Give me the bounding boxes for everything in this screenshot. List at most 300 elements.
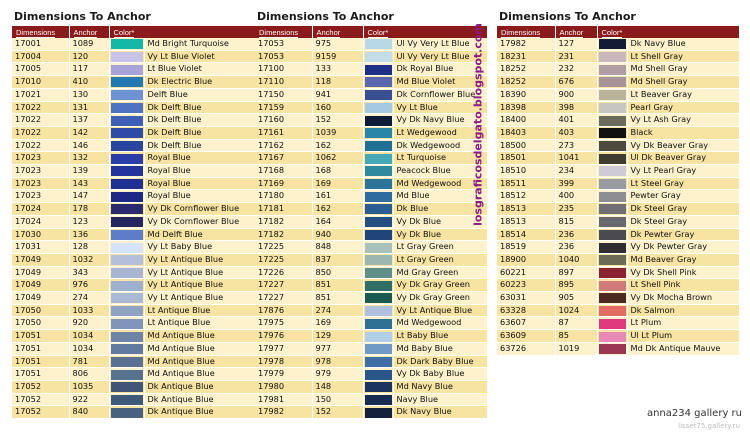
color-swatch <box>111 230 143 240</box>
table-row <box>497 304 739 317</box>
dimensions-code: 63726 <box>497 342 555 355</box>
table-row <box>255 266 487 279</box>
table-row <box>497 101 739 114</box>
dimensions-code: 17050 <box>12 317 69 330</box>
color-name: Dk Antique Blue <box>144 406 255 419</box>
dimensions-code: 17050 <box>12 304 69 317</box>
color-swatch-cell <box>363 342 393 355</box>
color-swatch <box>599 39 626 49</box>
color-swatch <box>111 357 143 367</box>
dimensions-code: 17159 <box>255 101 312 114</box>
dimensions-code: 63328 <box>497 304 555 317</box>
color-swatch <box>111 281 143 291</box>
col-dimensions[interactable]: Dimensions <box>12 26 69 38</box>
anchor-code: 1033 <box>69 304 109 317</box>
dimensions-code: 17181 <box>255 203 312 216</box>
dimensions-code: 17110 <box>255 76 312 89</box>
color-swatch-cell <box>109 126 144 139</box>
color-swatch <box>599 281 626 291</box>
dimensions-code: 60221 <box>497 266 555 279</box>
table-row <box>497 279 739 292</box>
anchor-code: 920 <box>69 317 109 330</box>
color-swatch <box>365 243 392 253</box>
color-swatch-cell <box>109 177 144 190</box>
color-swatch-cell <box>363 330 393 343</box>
table-row <box>497 317 739 330</box>
dimensions-code: 18500 <box>497 139 555 152</box>
dimensions-code: 63609 <box>497 330 555 343</box>
anchor-code: 236 <box>555 241 597 254</box>
color-name: Dk Steel Gray <box>627 215 739 228</box>
panel-title: Dimensions To Anchor <box>499 10 636 23</box>
color-name: Royal Blue <box>144 165 255 178</box>
color-swatch <box>111 382 143 392</box>
color-swatch <box>365 128 392 138</box>
chart-table <box>12 26 256 419</box>
table-row <box>255 38 487 50</box>
table-row <box>497 63 739 76</box>
dimensions-code: 63031 <box>497 292 555 305</box>
anchor-code: 9159 <box>312 50 363 63</box>
color-swatch-cell <box>597 152 627 165</box>
color-swatch <box>365 382 392 392</box>
anchor-code: 118 <box>312 76 363 89</box>
anchor-code: 123 <box>69 215 109 228</box>
col-anchor[interactable]: Anchor <box>312 26 363 38</box>
color-name: Lt Plum <box>627 317 739 330</box>
anchor-code: 815 <box>555 215 597 228</box>
anchor-code: 1019 <box>555 342 597 355</box>
anchor-code: 146 <box>69 139 109 152</box>
color-name: Vy Lt Pearl Gray <box>627 165 739 178</box>
color-swatch <box>365 370 392 380</box>
table-row <box>497 292 739 305</box>
color-name: Lt Antique Blue <box>144 317 255 330</box>
anchor-code: 850 <box>312 266 363 279</box>
dimensions-code: 17023 <box>12 152 69 165</box>
color-swatch-cell <box>363 292 393 305</box>
anchor-code: 976 <box>69 279 109 292</box>
chart-table <box>255 26 488 419</box>
anchor-code: 1024 <box>555 304 597 317</box>
anchor-code: 273 <box>555 139 597 152</box>
color-swatch <box>111 395 143 405</box>
dimensions-code: 18252 <box>497 76 555 89</box>
table-row <box>255 203 487 216</box>
color-swatch <box>365 90 392 100</box>
color-name: Vy Lt Antique Blue <box>393 304 487 317</box>
dimensions-code: 17167 <box>255 152 312 165</box>
anchor-code: 979 <box>312 368 363 381</box>
color-name: Peacock Blue <box>393 165 487 178</box>
dimensions-code: 17023 <box>12 165 69 178</box>
table-row <box>497 177 739 190</box>
anchor-code: 1089 <box>69 38 109 50</box>
table-row <box>12 203 255 216</box>
anchor-code: 152 <box>312 114 363 127</box>
color-name: Vy Lt Blue Violet <box>144 50 255 63</box>
anchor-code: 975 <box>312 38 363 50</box>
dimensions-code: 17005 <box>12 63 69 76</box>
dimensions-code: 17049 <box>12 266 69 279</box>
color-swatch-cell <box>363 228 393 241</box>
color-swatch <box>111 103 143 113</box>
anchor-code: 274 <box>69 292 109 305</box>
color-swatch <box>599 116 626 126</box>
color-swatch <box>111 370 143 380</box>
color-swatch-cell <box>109 342 144 355</box>
table-row <box>497 342 739 355</box>
color-swatch <box>111 154 143 164</box>
color-name: Vy Dk Baby Blue <box>393 368 487 381</box>
color-name: Md Blue Violet <box>393 76 487 89</box>
anchor-code: 147 <box>69 190 109 203</box>
color-swatch <box>599 344 626 354</box>
dimensions-code: 18511 <box>497 177 555 190</box>
dimensions-code: 17225 <box>255 241 312 254</box>
color-name: Dk Dark Baby Blue <box>393 355 487 368</box>
color-swatch-cell <box>109 215 144 228</box>
color-swatch <box>599 179 626 189</box>
anchor-code: 676 <box>555 76 597 89</box>
color-swatch <box>365 116 392 126</box>
color-swatch-cell <box>597 292 627 305</box>
table-row <box>12 50 255 63</box>
color-swatch-cell <box>363 165 393 178</box>
panel-title: Dimensions To Anchor <box>14 10 151 23</box>
color-swatch <box>365 179 392 189</box>
col-color[interactable]: Color* <box>363 26 487 38</box>
color-swatch-cell <box>109 279 144 292</box>
color-swatch <box>365 268 392 278</box>
anchor-code: 895 <box>555 279 597 292</box>
table-row <box>255 76 487 89</box>
color-name: Ul Dk Beaver Gray <box>627 152 739 165</box>
anchor-code: 806 <box>69 368 109 381</box>
color-name: Lt Shell Pink <box>627 279 739 292</box>
anchor-code: 1041 <box>555 152 597 165</box>
color-swatch-cell <box>597 126 627 139</box>
table-row <box>255 342 487 355</box>
dimensions-code: 17051 <box>12 368 69 381</box>
table-row <box>255 139 487 152</box>
color-name: Dk Cornflower Blue <box>393 88 487 101</box>
dimensions-code: 17180 <box>255 190 312 203</box>
table-row <box>255 292 487 305</box>
color-name: Md Antique Blue <box>144 330 255 343</box>
blog-url-text[interactable]: losgraficosdelgato.blogspot.com <box>471 23 485 226</box>
anchor-code: 85 <box>555 330 597 343</box>
color-swatch-cell <box>597 177 627 190</box>
col-anchor[interactable]: Anchor <box>69 26 109 38</box>
table-row <box>12 355 255 368</box>
color-swatch <box>599 230 626 240</box>
color-swatch <box>365 39 392 49</box>
color-swatch <box>599 268 626 278</box>
color-swatch <box>111 90 143 100</box>
anchor-code: 142 <box>69 126 109 139</box>
col-color[interactable]: Color* <box>597 26 739 38</box>
color-swatch-cell <box>109 292 144 305</box>
table-row <box>255 393 487 406</box>
anchor-code: 1039 <box>312 126 363 139</box>
dimensions-code: 17876 <box>255 304 312 317</box>
color-swatch <box>599 166 626 176</box>
color-name: Lt Gray Green <box>393 253 487 266</box>
color-name: Lt Baby Blue <box>393 330 487 343</box>
color-name: Vy Dk Cornflower Blue <box>144 215 255 228</box>
color-swatch <box>111 128 143 138</box>
color-name: Lt Steel Gray <box>627 177 739 190</box>
color-swatch-cell <box>597 38 627 50</box>
color-swatch-cell <box>597 114 627 127</box>
color-swatch-cell <box>109 228 144 241</box>
color-swatch-cell <box>363 215 393 228</box>
color-swatch-cell <box>363 380 393 393</box>
dimensions-code: 17023 <box>12 190 69 203</box>
anchor-code: 343 <box>69 266 109 279</box>
color-swatch-cell <box>109 266 144 279</box>
table-row <box>497 165 739 178</box>
dimensions-code: 17982 <box>497 38 555 50</box>
anchor-code: 941 <box>312 88 363 101</box>
dimensions-code: 17982 <box>255 406 312 419</box>
color-swatch <box>599 128 626 138</box>
table-row <box>12 126 255 139</box>
anchor-code: 137 <box>69 114 109 127</box>
anchor-code: 136 <box>69 228 109 241</box>
anchor-code: 1034 <box>69 342 109 355</box>
color-swatch-cell <box>597 101 627 114</box>
color-swatch-cell <box>597 241 627 254</box>
dimensions-code: 18252 <box>497 63 555 76</box>
color-swatch-cell <box>109 317 144 330</box>
table-row <box>497 241 739 254</box>
color-swatch-cell <box>363 253 393 266</box>
dimensions-code: 17161 <box>255 126 312 139</box>
color-swatch <box>111 293 143 303</box>
color-swatch <box>599 90 626 100</box>
anchor-code: 161 <box>312 190 363 203</box>
table-row <box>255 253 487 266</box>
color-name: Md Dk Antique Mauve <box>627 342 739 355</box>
anchor-code: 120 <box>69 50 109 63</box>
color-name: Dk Delft Blue <box>144 114 255 127</box>
dimensions-code: 17976 <box>255 330 312 343</box>
anchor-code: 164 <box>312 215 363 228</box>
color-name: Md Beaver Gray <box>627 253 739 266</box>
dimensions-code: 17226 <box>255 266 312 279</box>
color-swatch <box>365 52 392 62</box>
color-swatch <box>111 192 143 202</box>
anchor-code: 236 <box>555 228 597 241</box>
dimensions-code: 17023 <box>12 177 69 190</box>
table-row <box>12 292 255 305</box>
table-row <box>12 63 255 76</box>
color-swatch-cell <box>109 38 144 50</box>
color-name: Dk Delft Blue <box>144 126 255 139</box>
table-row <box>497 50 739 63</box>
anchor-code: 940 <box>312 228 363 241</box>
anchor-code: 117 <box>69 63 109 76</box>
anchor-code: 1040 <box>555 253 597 266</box>
color-name: Md Shell Gray <box>627 76 739 89</box>
color-name: Vy Dk Shell Pink <box>627 266 739 279</box>
color-swatch <box>365 141 392 151</box>
panel-title: Dimensions To Anchor <box>257 10 394 23</box>
col-dimensions[interactable]: Dimensions <box>497 26 555 38</box>
table-row <box>255 317 487 330</box>
anchor-code: 152 <box>312 406 363 419</box>
table-row <box>497 152 739 165</box>
anchor-code: 978 <box>312 355 363 368</box>
color-name: Vy Lt Ash Gray <box>627 114 739 127</box>
anchor-code: 922 <box>69 393 109 406</box>
table-row <box>497 215 739 228</box>
chart-table <box>497 26 740 356</box>
table-row <box>255 177 487 190</box>
table-row <box>12 190 255 203</box>
dimensions-code: 17051 <box>12 342 69 355</box>
color-swatch-cell <box>109 88 144 101</box>
panel-1 <box>12 0 256 419</box>
dimensions-code: 17227 <box>255 279 312 292</box>
color-swatch <box>599 293 626 303</box>
color-swatch <box>599 192 626 202</box>
color-name: Ul Vy Very Lt Blue <box>393 38 487 50</box>
color-name: Vy Dk Gray Green <box>393 292 487 305</box>
table-row <box>255 355 487 368</box>
table-row <box>255 165 487 178</box>
dimensions-code: 18390 <box>497 88 555 101</box>
table-row <box>497 190 739 203</box>
color-swatch-cell <box>363 190 393 203</box>
color-swatch <box>111 268 143 278</box>
color-swatch-cell <box>109 406 144 419</box>
dimensions-code: 17030 <box>12 228 69 241</box>
anchor-code: 840 <box>69 406 109 419</box>
col-dimensions[interactable]: Dimensions <box>255 26 312 38</box>
table-row <box>255 190 487 203</box>
anchor-code: 231 <box>555 50 597 63</box>
dimensions-code: 18510 <box>497 165 555 178</box>
color-swatch-cell <box>597 228 627 241</box>
color-name: Dk Delft Blue <box>144 101 255 114</box>
anchor-code: 232 <box>555 63 597 76</box>
dimensions-code: 17052 <box>12 380 69 393</box>
color-swatch-cell <box>363 101 393 114</box>
color-swatch <box>111 204 143 214</box>
color-swatch <box>599 77 626 87</box>
color-swatch-cell <box>363 355 393 368</box>
table-row <box>12 330 255 343</box>
color-swatch <box>599 141 626 151</box>
table-row <box>255 101 487 114</box>
color-name: Vy Dk Blue <box>393 215 487 228</box>
table-row <box>497 114 739 127</box>
color-swatch <box>365 103 392 113</box>
color-name: Lt Wedgewood <box>393 126 487 139</box>
color-name: Lt Beaver Gray <box>627 88 739 101</box>
color-swatch-cell <box>109 190 144 203</box>
dimensions-code: 17052 <box>12 406 69 419</box>
col-color[interactable]: Color* <box>109 26 255 38</box>
color-swatch-cell <box>109 241 144 254</box>
color-name: Vy Lt Antique Blue <box>144 253 255 266</box>
col-anchor[interactable]: Anchor <box>555 26 597 38</box>
color-name: Dk Pewter Gray <box>627 228 739 241</box>
color-name: Vy Lt Baby Blue <box>144 241 255 254</box>
color-name: Md Blue <box>393 190 487 203</box>
table-row <box>497 330 739 343</box>
table-row <box>255 215 487 228</box>
dimensions-code: 17051 <box>12 355 69 368</box>
color-name: Md Navy Blue <box>393 380 487 393</box>
anchor-code: 837 <box>312 253 363 266</box>
color-swatch-cell <box>597 190 627 203</box>
color-swatch <box>111 319 143 329</box>
panel-3 <box>497 0 740 356</box>
color-swatch-cell <box>363 76 393 89</box>
dimensions-code: 60223 <box>497 279 555 292</box>
color-name: Md Gray Green <box>393 266 487 279</box>
table-row <box>12 101 255 114</box>
anchor-code: 1034 <box>69 330 109 343</box>
table-row <box>497 139 739 152</box>
color-name: Royal Blue <box>144 152 255 165</box>
dimensions-code: 18398 <box>497 101 555 114</box>
table-row <box>255 241 487 254</box>
table-row <box>12 152 255 165</box>
color-swatch-cell <box>109 253 144 266</box>
table-row <box>12 380 255 393</box>
color-swatch <box>365 281 392 291</box>
dimensions-code: 17182 <box>255 228 312 241</box>
anchor-code: 150 <box>312 393 363 406</box>
color-swatch <box>365 192 392 202</box>
color-swatch-cell <box>109 393 144 406</box>
table-row <box>12 279 255 292</box>
color-swatch <box>365 230 392 240</box>
color-name: Md Antique Blue <box>144 342 255 355</box>
color-name: Royal Blue <box>144 190 255 203</box>
color-name: Dk Navy Blue <box>627 38 739 50</box>
dimensions-code: 63607 <box>497 317 555 330</box>
color-name: Vy Lt Antique Blue <box>144 292 255 305</box>
table-row <box>12 177 255 190</box>
color-swatch <box>599 217 626 227</box>
color-name: Ul Vy Very Lt Blue <box>393 50 487 63</box>
color-swatch <box>365 154 392 164</box>
color-swatch <box>365 319 392 329</box>
color-name: Dk Navy Blue <box>393 406 487 419</box>
table-row <box>12 139 255 152</box>
color-swatch <box>111 166 143 176</box>
color-swatch <box>111 217 143 227</box>
table-row <box>12 241 255 254</box>
color-swatch-cell <box>363 203 393 216</box>
color-name: Lt Blue Violet <box>144 63 255 76</box>
dimensions-code: 17227 <box>255 292 312 305</box>
color-name: Ul Lt Plum <box>627 330 739 343</box>
color-name: Lt Shell Gray <box>627 50 739 63</box>
table-row <box>497 228 739 241</box>
anchor-code: 162 <box>312 203 363 216</box>
color-name: Pewter Gray <box>627 190 739 203</box>
anchor-code: 130 <box>69 88 109 101</box>
color-swatch-cell <box>363 152 393 165</box>
color-swatch-cell <box>363 279 393 292</box>
